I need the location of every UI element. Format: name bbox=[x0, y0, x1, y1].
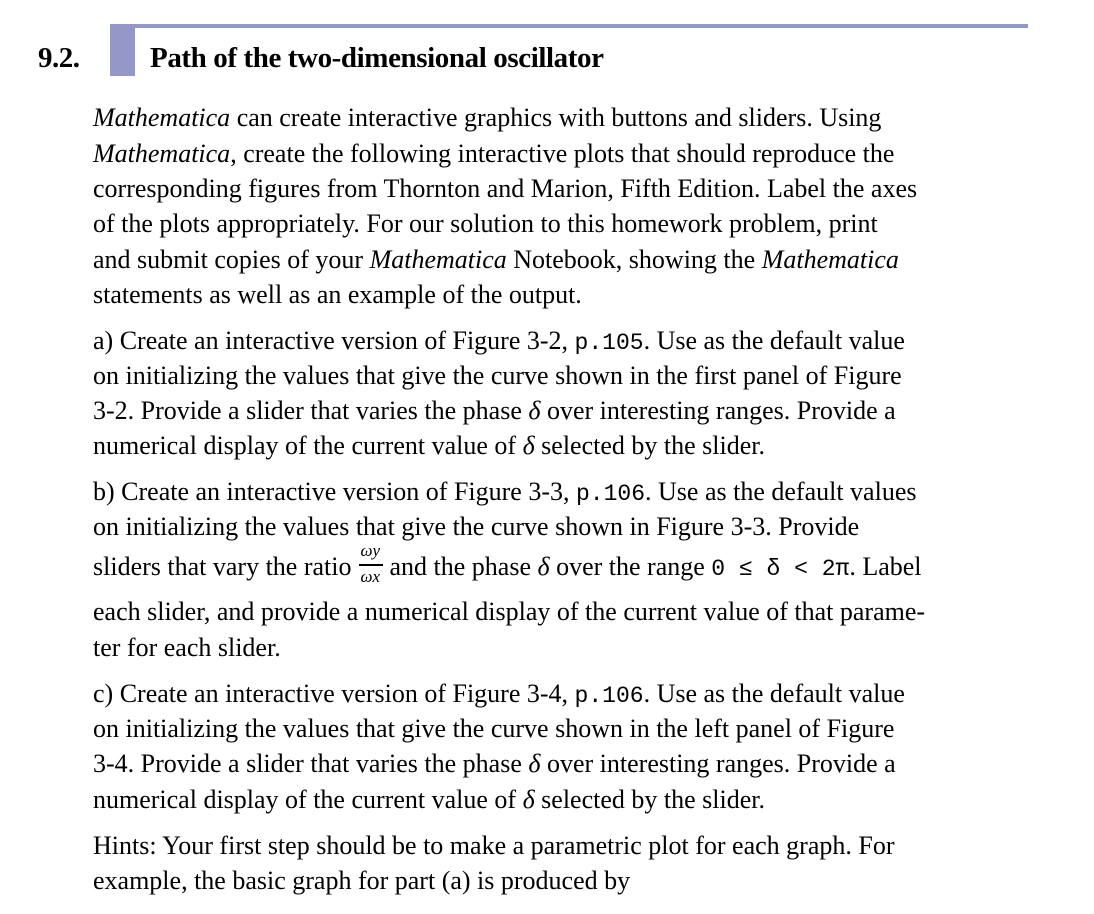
fraction-numerator: ωy bbox=[360, 541, 381, 561]
text-line: on initializing the values that give the curve shown in the left panel of Figure bbox=[93, 714, 895, 743]
page-reference: p.105 bbox=[574, 330, 644, 356]
text-line: of the plots appropriately. For our solution to this homework problem, print bbox=[93, 209, 878, 238]
text-line: numerical display of the current value of δ selected by the slider. bbox=[93, 431, 765, 460]
delta-symbol: δ bbox=[537, 552, 550, 581]
page-reference: p.106 bbox=[574, 683, 644, 709]
section-number: 9.2. bbox=[38, 42, 80, 74]
delta-symbol: δ bbox=[528, 396, 541, 425]
text-line: 3-2. Provide a slider that varies the phase δ over interesting ranges. Provide a bbox=[93, 396, 896, 425]
text-line: c) Create an interactive version of Figure 3-4, p.106. Use as the default value bbox=[93, 679, 905, 709]
section-accent-rule bbox=[110, 24, 1028, 28]
fraction-denominator: ωx bbox=[360, 567, 381, 587]
text-line: on initializing the values that give the curve shown in Figure 3-3. Provide bbox=[93, 512, 860, 541]
text-line: Mathematica, create the following interactive plots that should reproduce the bbox=[93, 139, 895, 168]
text-line: a) Create an interactive version of Figure 3-2, p.105. Use as the default value bbox=[93, 326, 905, 356]
delta-symbol: δ bbox=[522, 785, 535, 814]
text-line: statements as well as an example of the output. bbox=[93, 280, 582, 309]
section-accent-block bbox=[110, 25, 135, 76]
text-line: Mathematica can create interactive graphics with buttons and sliders. Using bbox=[93, 103, 882, 132]
delta-symbol: δ bbox=[522, 431, 535, 460]
text-line: ter for each slider. bbox=[93, 633, 281, 662]
text-line: example, the basic graph for part (a) is produced by bbox=[93, 866, 631, 895]
delta-symbol: δ bbox=[528, 749, 541, 778]
text-line: sliders that vary the ratio $\frac{\omega y}{\omega x}$ and the phase δ over the range 0 ≤ δ < 2π. Label bbox=[93, 541, 922, 587]
emphasis: Mathematica bbox=[761, 245, 899, 274]
text-line: and submit copies of your Mathematica Notebook, showing the Mathematica bbox=[93, 245, 899, 274]
section-title: Path of the two-dimensional oscillator bbox=[150, 42, 604, 74]
text-line: each slider, and provide a numerical display of the current value of that parame- bbox=[93, 597, 926, 626]
text-line: corresponding figures from Thornton and Marion, Fifth Edition. Label the axes bbox=[93, 174, 918, 203]
delta-range: 0 ≤ δ < 2π bbox=[711, 556, 850, 582]
text-line: 3-4. Provide a slider that varies the phase δ over interesting ranges. Provide a bbox=[93, 749, 896, 778]
emphasis: Mathematica bbox=[369, 245, 507, 274]
emphasis: Mathematica bbox=[93, 139, 231, 168]
text-line: Hints: Your first step should be to make a parametric plot for each graph. For bbox=[93, 831, 895, 860]
emphasis: Mathematica bbox=[93, 103, 231, 132]
text-line: b) Create an interactive version of Figure 3-3, p.106. Use as the default values bbox=[93, 477, 917, 507]
page-reference: p.106 bbox=[576, 481, 646, 507]
text-line: on initializing the values that give the curve shown in the first panel of Figure bbox=[93, 361, 902, 390]
fraction-bar bbox=[359, 564, 383, 566]
text-line: numerical display of the current value of δ selected by the slider. bbox=[93, 785, 765, 814]
